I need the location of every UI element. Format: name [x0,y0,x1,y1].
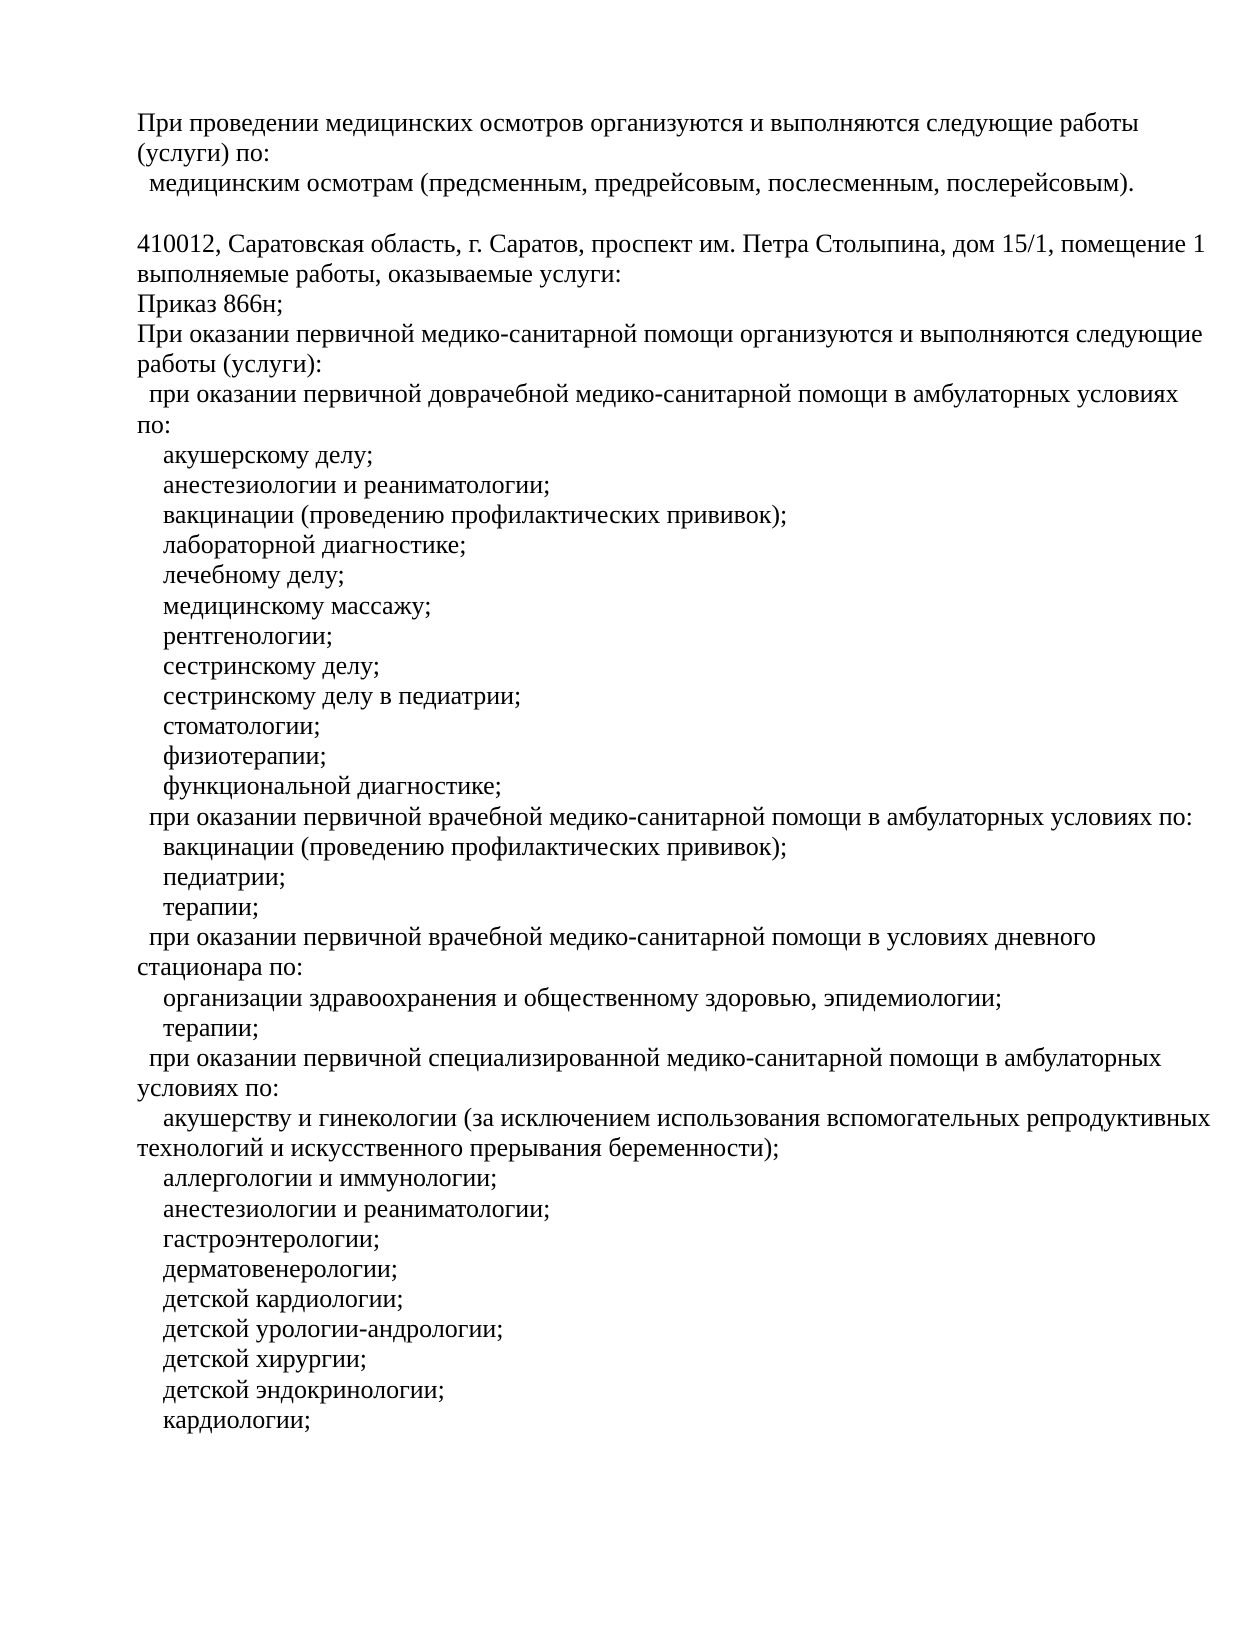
text-line: рентгенологии; [163,620,333,650]
text-line: медицинскому массажу; [163,590,432,620]
text-line: условиях по: [137,1073,280,1102]
text-line: акушерскому делу; [163,439,374,469]
text-line: выполняемые работы, оказываемые услуги: [137,258,622,288]
text-line: работы (услуги): [137,349,323,379]
text-line: При оказании первичной медико-санитарной помощи организуются и выполняются следующие [137,319,1203,349]
text-line: аллергологии и иммунологии; [163,1163,498,1193]
text-line: детской урологии-андрологии; [163,1314,504,1344]
text-line: детской хирургии; [163,1344,368,1374]
text-line: медицинским осмотрам (предсменным, предрейсовым, послесменным, послерейсовым). [149,168,1135,198]
text-line: акушерству и гинекологии (за исключением использования вспомогательных репродуктивных [163,1103,1211,1133]
text-line: вакцинации (проведению профилактических прививок); [163,831,788,861]
text-line: (услуги) по: [137,138,271,168]
text-line: детской кардиологии; [163,1284,404,1314]
text-line: терапии; [163,1012,260,1042]
text-line: вакцинации (проведению профилактических прививок); [163,500,788,530]
text-line: при оказании первичной специализированной медико-санитарной помощи в амбулаторных [149,1042,1162,1072]
text-line: стоматологии; [163,711,321,741]
text-line: при оказании первичной доврачебной медико-санитарной помощи в амбулаторных условиях [149,379,1179,409]
text-line: анестезиологии и реаниматологии; [163,469,551,499]
text-line: гастроэнтерологии; [163,1223,381,1253]
text-line: функциональной диагностике; [163,771,502,801]
document-content [0,108,1240,1435]
text-line: 410012, Саратовская область, г. Саратов, проспект им. Петра Столыпина, дом 15/1, помещение 1 [137,228,1206,258]
text-line: При проведении медицинских осмотров организуются и выполняются следующие работы [137,108,1139,137]
text-line: сестринскому делу в педиатрии; [163,680,522,710]
text-line: организации здравоохранения и общественному здоровью, эпидемиологии; [163,982,1003,1012]
text-line: лабораторной диагностике; [163,530,467,560]
text-line: терапии; [163,892,260,922]
text-line: Приказ 866н; [137,288,284,318]
text-line: кардиологии; [163,1404,311,1434]
text-line: по: [137,409,172,439]
text-line: при оказании первичной врачебной медико-санитарной помощи в условиях дневного [149,922,1096,952]
text-line: стационара по: [137,952,304,982]
text-line: анестезиологии и реаниматологии; [163,1193,551,1223]
text-line: при оказании первичной врачебной медико-санитарной помощи в амбулаторных условиях по: [149,801,1193,831]
blank-line [0,198,1240,228]
text-line: физиотерапии; [163,741,327,771]
text-line: сестринскому делу; [163,650,381,680]
text-line: технологий и искусственного прерывания беременности); [137,1133,780,1163]
text-line: детской эндокринологии; [163,1374,445,1404]
text-line: дерматовенерологии; [163,1253,399,1283]
text-line: лечебному делу; [163,560,345,590]
text-line: педиатрии; [163,861,286,891]
